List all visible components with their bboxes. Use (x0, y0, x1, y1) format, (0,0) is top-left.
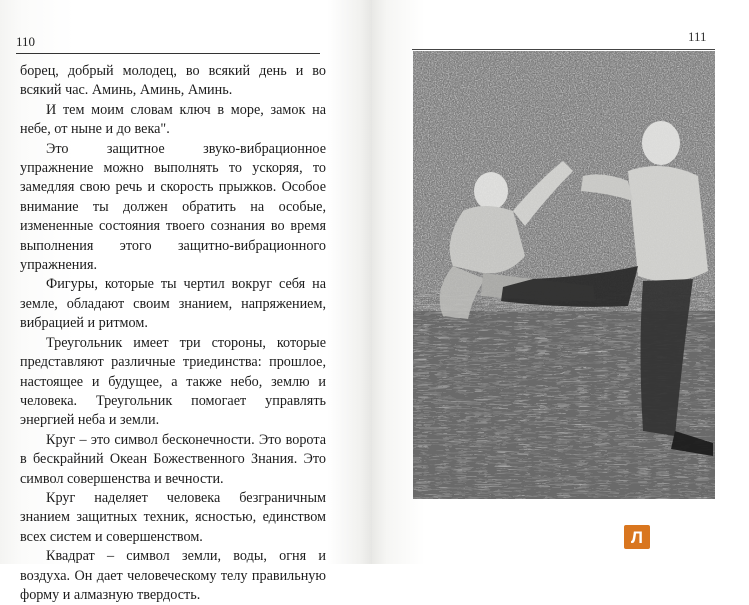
left-page-number: 110 (16, 34, 36, 49)
photo-illustration (413, 51, 715, 499)
paragraph: И тем моим словам ключ в море, замок на небе, от ныне и до века". (20, 101, 326, 138)
publisher-logo (624, 525, 650, 549)
left-page (0, 0, 372, 603)
paragraph: Это защитное звуко-вибрационное упражнение можно выполнять то ускоряя, то замедляя свою речь и скорость прыжков. Особое внимание ты должен обратить на особые, измененные состояния твоего сознания во время выполнения этого защитно-вибрационного упражнения. (20, 140, 326, 274)
paragraph: Треугольник имеет три стороны, которые представляют различные триединства: прошлое, настоящее и будущее, а также небо, землю и человека. Треугольник помогает управлять энергией неба и земли. (20, 334, 326, 429)
logo-letter: Л (631, 527, 643, 547)
paragraph: Квадрат – символ земли, воды, огня и воздуха. Он дает человеческому телу правильную форму и алмазную твердость. (20, 548, 326, 603)
left-header-rule (16, 53, 320, 54)
paragraph: Круг – это символ бесконечности. Это ворота в бескрайний Океан Божественного Знания. Это символ совершенства и вечности. (20, 431, 326, 487)
paragraph: Круг наделяет человека безграничным знанием защитных техник, ясностью, единством всех систем и совершенством. (20, 489, 326, 545)
paragraph: Фигуры, которые ты чертил вокруг себя на земле, обладают своим знанием, напряжением, вибрацией и ритмом. (20, 276, 326, 332)
left-page-text (20, 62, 326, 605)
paragraph: борец, добрый молодец, во всякий день и во всякий час. Аминь, Аминь, Аминь. (20, 63, 326, 99)
right-header-rule (412, 49, 715, 50)
right-page-number: 111 (688, 29, 707, 44)
photo-two-men-fighting (413, 51, 715, 499)
